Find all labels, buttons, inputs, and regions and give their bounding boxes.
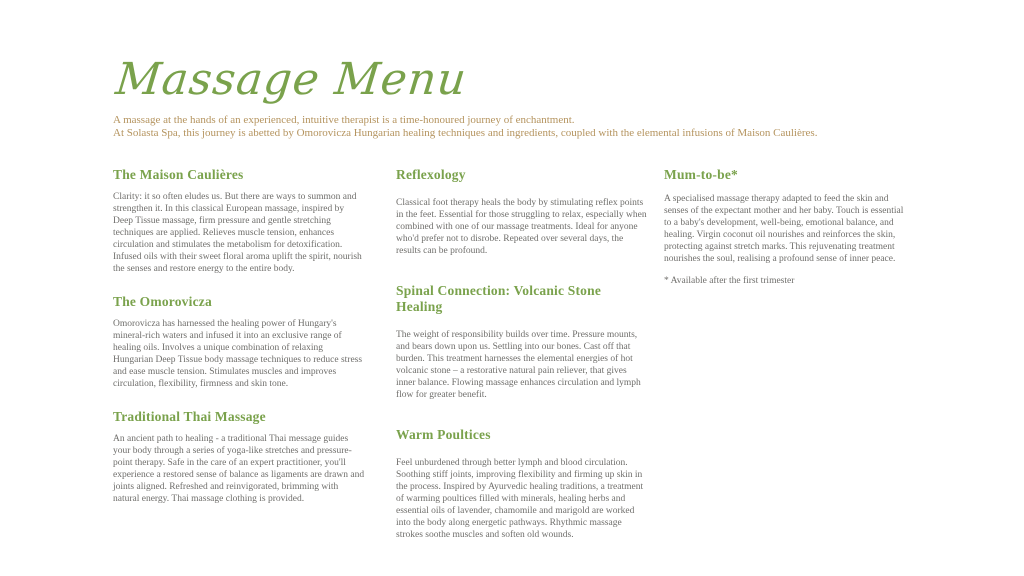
section-heading: Spinal Connection: Volcanic Stone Healing xyxy=(396,283,602,314)
section-heading: The Omorovicza xyxy=(113,294,212,309)
section-maison-caulieres xyxy=(113,167,365,275)
section-body: Classical foot therapy heals the body by stimulating reflex points in the feet. Essential for those struggling to relax, especially when combined with one of our massage treatments. Ideal for anyone who'd prefer not to disrobe. Repeated over several days, the results can be profound. xyxy=(396,198,647,256)
column-right xyxy=(664,167,904,567)
section-heading: The Maison Caulières xyxy=(113,167,244,182)
column-middle xyxy=(396,167,648,567)
section-mum-to-be xyxy=(664,167,904,287)
section-body: Clarity: it so often eludes us. But there are ways to summon and strengthen it. In this classical European massage, inspired by Deep Tissue massage, firm pressure and gentle stretching techniques are applied. Relieves muscle tension, enhances circulation and stimulates the metabolism for detoxification. Infused oils with their sweet floral aroma uplift the spirit, nourish the senses and restore energy to the entire body. xyxy=(113,192,362,274)
column-left xyxy=(113,167,365,567)
intro-line-2: At Solasta Spa, this journey is abetted by Omorovicza Hungarian healing techniques and ingredients, coupled with the elemental infusions of Maison Caulières. xyxy=(113,127,818,139)
section-body: The weight of responsibility builds over time. Pressure mounts, and bears down upon us. Settling into our bones. Cast off that burden. This treatment harnesses the elemental energies of hot volcanic stone – a restorative natural pain reliever, that gives inner balance. Flowing massage enhances circulation and lymph flow for greater benefit. xyxy=(396,330,641,400)
section-body: Omorovicza has harnessed the healing power of Hungary's mineral-rich waters and infused it into an exclusive range of healing oils. Involves a unique combination of relaxing Hungarian Deep Tissue body massage techniques to reduce stress and ease muscle tension. Stimulates muscles and improves circulation, flexibility, firmness and skin tone. xyxy=(113,319,363,389)
section-omorovicza xyxy=(113,294,365,390)
section-body: A specialised massage therapy adapted to feed the skin and senses of the expectant mother and her baby. Touch is essential to a baby's development, well-being, emotional balance, and healing. Virgin coconut oil nourishes and reinforces the skin, protecting against stretch marks. This rejuvenating treatment nourishes the soul, realising a profound sense of inner peace. xyxy=(664,194,904,264)
menu-columns xyxy=(113,167,910,567)
section-heading: Warm Poultices xyxy=(396,427,491,442)
section-body: Feel unburdened through better lymph and blood circulation. Soothing stiff joints, improving flexibility and firming up skin in the process. Inspired by Ayurvedic healing traditions, a treatment of warming poultices filled with minerals, healing herbs and essential oils of lavender, chamomile and marigold are worked into the body along energetic pathways. Rhythmic massage strokes soothe muscles and soften old wounds. xyxy=(396,458,644,540)
section-body: An ancient path to healing - a traditional Thai message guides your body through a series of yoga-like stretches and pressure-point therapy. Safe in the care of an expert practitioner, you'll experience a restored sense of balance as ligaments are drawn and joints aligned. Refreshed and reinvigorated, brimming with natural energy. Thai massage clothing is provided. xyxy=(113,434,365,504)
section-warm-poultices xyxy=(396,427,648,541)
intro-line-1: A massage at the hands of an experienced, intuitive therapist is a time-honoured journey of enchantment. xyxy=(113,114,575,126)
trimester-footnote: * Available after the first trimester xyxy=(664,276,795,286)
section-heading: Traditional Thai Massage xyxy=(113,409,266,424)
section-heading: Reflexology xyxy=(396,167,466,182)
section-reflexology xyxy=(396,167,648,257)
section-traditional-thai-massage xyxy=(113,409,365,505)
section-spinal-connection xyxy=(396,283,648,401)
section-heading: Mum-to-be* xyxy=(664,167,738,182)
page-title: Massage Menu xyxy=(113,54,470,105)
intro-paragraph xyxy=(113,114,910,140)
